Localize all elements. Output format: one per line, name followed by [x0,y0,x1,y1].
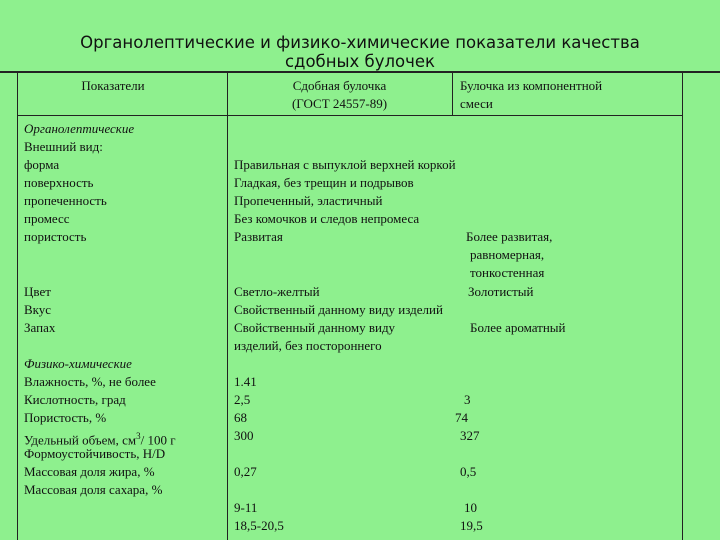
label-taste: Вкус [24,302,52,317]
sdobnaya-acidity: 2,5 [234,392,251,407]
value-mixing: Без комочков и следов непромеса [234,211,420,226]
sdobnaya-fat: 0,27 [234,464,257,479]
label-porosity: пористость [24,229,87,244]
sdobnaya-volume: 300 [234,428,254,443]
sdobnaya-porosity: 68 [234,410,247,425]
label-form: форма [24,157,60,172]
value-porosity-2-line-2: равномерная, [470,247,545,262]
header-sdobnaya-line-2: (ГОСТ 24557-89) [291,96,388,111]
sdobnaya-sugar-1: 9-11 [234,500,258,515]
table-border-top [0,71,720,73]
label-volume-unit: / 100 г [140,432,176,448]
component-acidity: 3 [464,392,471,407]
label-porosity-pct: Пористость, % [24,410,107,425]
header-divider [17,115,682,116]
label-color: Цвет [24,284,51,299]
component-sugar-1: 10 [464,500,477,515]
label-sugar: Массовая доля сахара, % [24,482,163,497]
value-smell-2: Более ароматный [470,320,566,335]
table-border-left [17,73,18,540]
label-external: Внешний вид: [24,139,103,154]
value-color-2: Золотистый [468,284,534,299]
component-sugar-2: 19,5 [460,518,483,533]
value-smell-1-line-1: Свойственный данному виду [234,320,396,335]
section-organoleptic: Органолептические [24,121,135,136]
value-surface: Гладкая, без трещин и подрывов [234,175,414,190]
header-component-line-1: Булочка из компонентной [460,78,603,93]
header-sdobnaya-line-1: Сдобная булочка [292,78,387,93]
value-porosity-2-line-1: Более развитая, [466,229,553,244]
page-title-line-2: сдобных булочек [284,52,436,71]
table-border-right [682,73,683,540]
label-volume-text: Удельный объем, см [24,432,137,448]
label-mixing: промесс [24,211,70,226]
value-taste: Свойственный данному виду изделий [234,302,443,317]
label-moisture: Влажность, %, не более [24,374,156,389]
label-surface: поверхность [24,175,94,190]
value-porosity-1: Развитая [234,229,283,244]
section-physchem: Физико-химические [24,356,132,371]
label-shape: Формоустойчивость, Н/D [24,446,166,461]
column-divider-1 [227,73,228,540]
sdobnaya-sugar-2: 18,5-20,5 [234,518,284,533]
value-baked: Пропеченный, эластичный [234,193,383,208]
value-smell-1-line-2: изделий, без постороннего [234,338,382,353]
column-divider-2 [452,73,453,115]
value-porosity-2-line-3: тонкостенная [470,265,545,280]
label-acidity: Кислотность, град [24,392,126,407]
header-component-line-2: смеси [460,96,493,111]
label-fat: Массовая доля жира, % [24,464,155,479]
value-form: Правильная с выпуклой верхней коркой [234,157,456,172]
sdobnaya-moisture: 1.41 [234,374,257,389]
label-smell: Запах [24,320,56,335]
value-color-1: Светло-желтый [234,284,320,299]
page-title-line-1: Органолептические и физико-химические показатели качества [80,33,640,52]
component-fat: 0,5 [460,464,477,479]
component-volume: 327 [460,428,480,443]
header-indicators: Показатели [81,78,145,93]
component-porosity: 74 [455,410,468,425]
label-volume-sup: 3 [136,431,141,441]
label-baked: пропеченность [24,193,107,208]
